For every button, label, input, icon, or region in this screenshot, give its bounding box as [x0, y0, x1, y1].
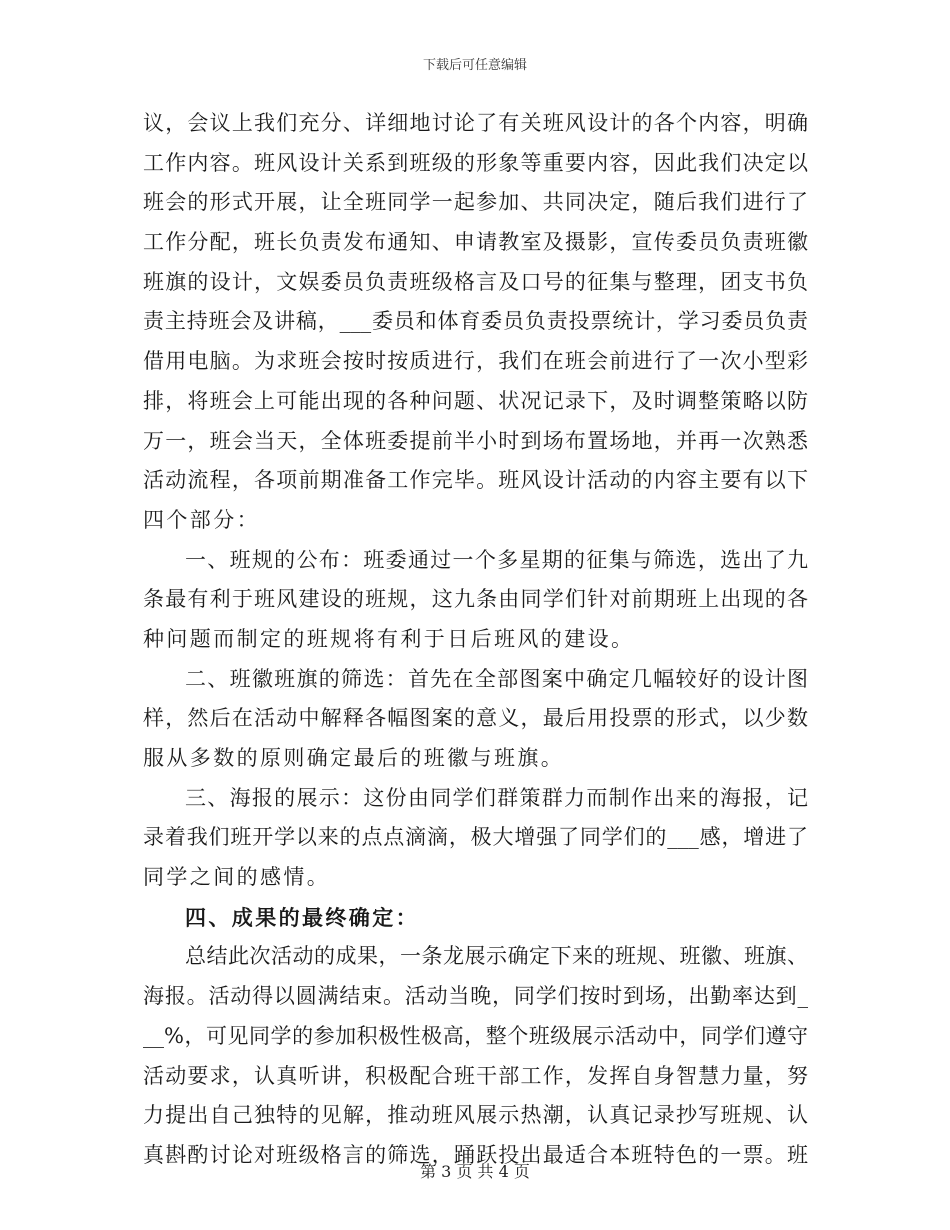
text-line: 排，将班会上可能出现的各种问题、状况记录下，及时调整策略以防 [143, 388, 808, 413]
text-line: 力提出自己独特的见解，推动班风展示热潮，认真记录抄写班规、认 [143, 1103, 808, 1128]
text-line: __%，可见同学的参加积极性极高，整个班级展示活动中，同学们遵守 [143, 1023, 808, 1048]
page-header: 下载后可任意编辑 [422, 58, 527, 73]
text-line: 二、班徽班旗的筛选：首先在全部图案中确定几幅较好的设计图 [185, 666, 808, 691]
text-line: 条最有利于班风建设的班规，这九条由同学们针对前期班上出现的各 [143, 587, 808, 612]
text-line: 同学之间的感情。 [143, 865, 331, 890]
text-line: 万一，班会当天，全体班委提前半小时到场布置场地，并再一次熟悉 [143, 428, 808, 453]
text-line: 借用电脑。为求班会按时按质进行，我们在班会前进行了一次小型彩 [143, 349, 808, 374]
text-line: 工作分配，班长负责发布通知、申请教室及摄影，宣传委员负责班徽 [143, 230, 808, 255]
text-line: 服从多数的原则确定最后的班徽与班旗。 [143, 746, 565, 770]
text-line: 海报。活动得以圆满结束。活动当晚，同学们按时到场，出勤率达到_ [143, 984, 808, 1009]
text-line: 一、班规的公布：班委通过一个多星期的征集与筛选，选出了九 [185, 547, 808, 572]
section-heading: 四、成果的最终确定： [185, 904, 419, 930]
text-line: 议，会议上我们充分、详细地讨论了有关班风设计的各个内容，明确 [143, 111, 808, 135]
text-line: 班旗的设计，文娱委员负责班级格言及口号的征集与整理，团支书负 [143, 269, 808, 294]
page-footer: 第 3 页 共 4 页 [420, 1162, 530, 1181]
text-line: 责主持班会及讲稿，___委员和体育委员负责投票统计，学习委员负责 [143, 309, 808, 334]
text-line: 四个部分： [143, 507, 260, 532]
text-line: 总结此次活动的成果，一条龙展示确定下来的班规、班徽、班旗、 [185, 944, 808, 969]
document-body [143, 104, 808, 1176]
text-line: 真斟酌讨论对班级格言的筛选，踊跃投出最适合本班特色的一票。班 [143, 1142, 808, 1167]
text-line: 班会的形式开展，让全班同学一起参加、共同决定，随后我们进行了 [143, 190, 808, 215]
text-line: 录着我们班开学以来的点点滴滴，极大增强了同学们的___感，增进了 [143, 825, 808, 850]
text-line: 工作内容。班风设计关系到班级的形象等重要内容，因此我们决定以 [143, 150, 808, 175]
text-line: 种问题而制定的班规将有利于日后班风的建设。 [143, 626, 635, 651]
text-line: 活动要求，认真听讲，积极配合班干部工作，发挥自身智慧力量，努 [143, 1063, 808, 1088]
text-line: 三、海报的展示：这份由同学们群策群力而制作出来的海报，记 [185, 785, 808, 810]
text-line: 样，然后在活动中解释各幅图案的意义，最后用投票的形式，以少数 [143, 706, 808, 731]
text-line: 活动流程，各项前期准备工作完毕。班风设计活动的内容主要有以下 [143, 468, 808, 493]
